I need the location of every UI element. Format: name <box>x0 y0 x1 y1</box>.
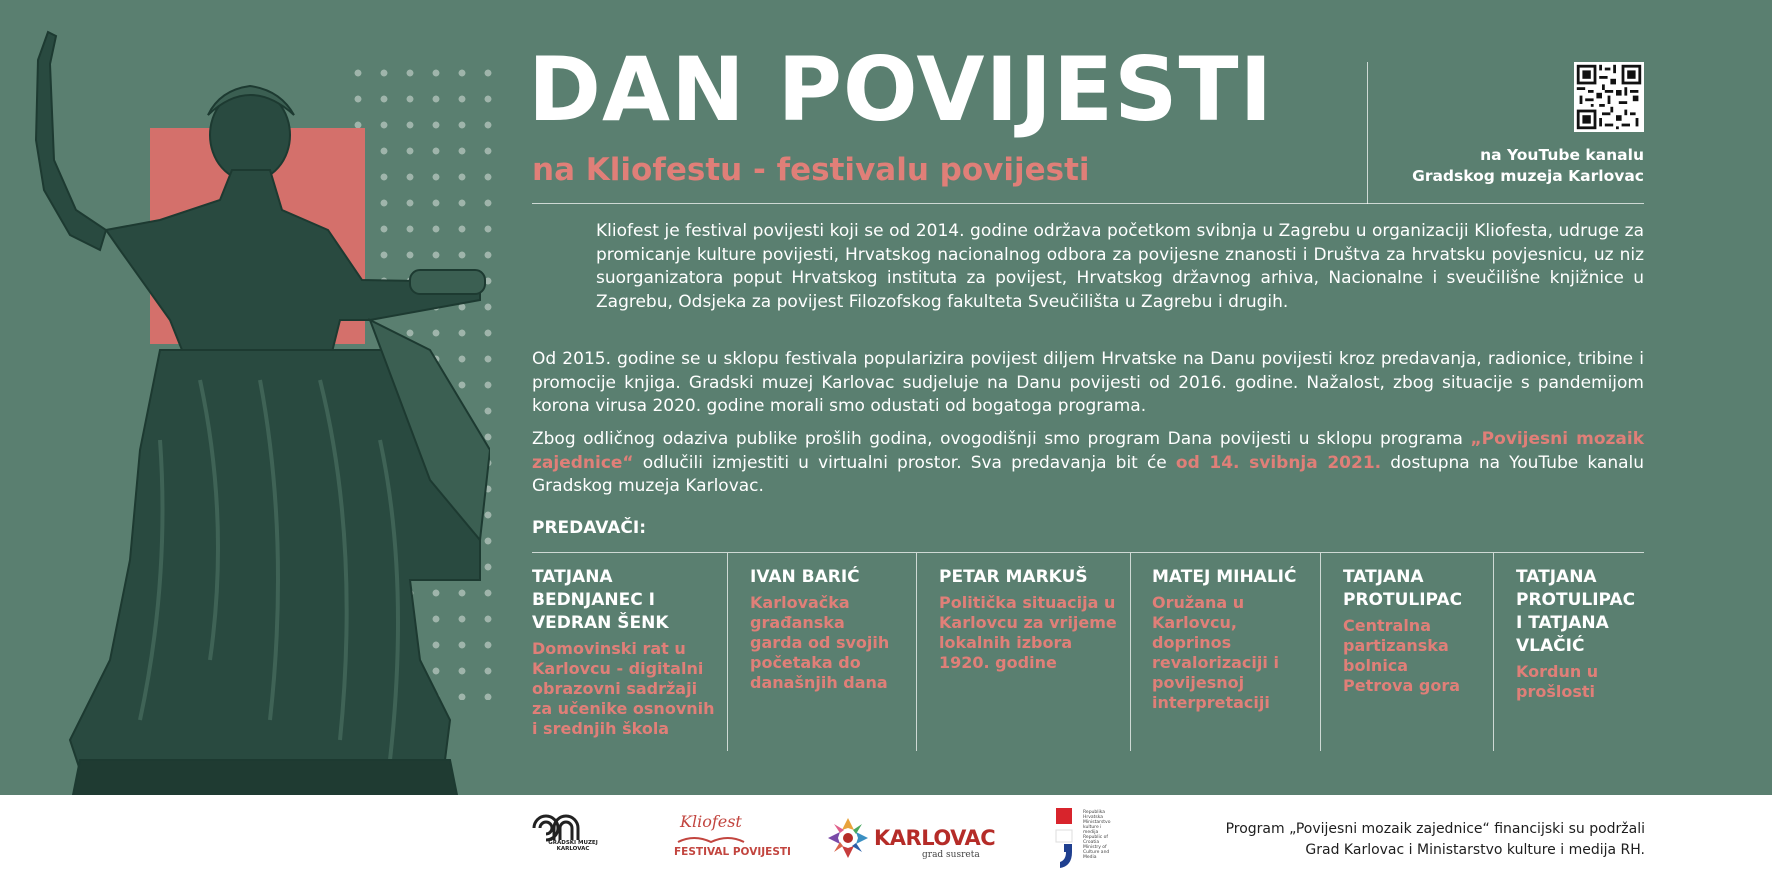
karlovac-logo-tagline: grad susreta <box>922 850 980 860</box>
program-name-highlight: „Povijesni mozaik zajednice“ <box>532 429 1644 473</box>
header-divider <box>532 203 1644 204</box>
youtube-line-2: Gradskog muzeja Karlovac <box>1412 167 1644 185</box>
speakers-heading: PREDAVAČI: <box>532 518 647 538</box>
page-title: DAN POVIJESTI <box>528 38 1274 141</box>
speaker-topic: Karlovačka građanska garda od svojih početaka do današnjih dana <box>750 593 890 692</box>
speaker-name: TATJANA PROTULIPAC I TATJANA VLAČIĆ <box>1516 567 1636 656</box>
speaker-name: MATEJ MIHALIĆ <box>1152 567 1297 587</box>
kliofest-logo-text: FESTIVAL POVIJESTI <box>674 846 791 858</box>
title-divider <box>1367 62 1368 204</box>
speaker-column <box>532 566 722 739</box>
intro-paragraph: Kliofest je festival povijesti koji se od 2014. godine održava početkom svibnja u Zagrebu u organizaciji Kliofesta, udruge za promicanje kulture povijesti, Hrvatskog nacionalnog odbora za povijesne znanosti i Društva za hrvatsku povjesnicu, uz niz suorganizatora poput Hrvatskog instituta za povijest, Hrvatskog državnog arhiva, Nacionalne i sveučilišne knjižnice u Zagrebu, Odsjeka za povijest Filozofskog fakulteta Sveučilišta u Zagrebu i drugih. <box>596 221 1644 312</box>
speaker-topic: Kordun u prošlosti <box>1516 662 1599 701</box>
museum-logo-text: GRADSKI MUZEJ KARLOVAC <box>548 840 598 852</box>
column-divider <box>1320 553 1321 751</box>
speaker-column <box>1152 566 1317 713</box>
program-paragraph <box>532 428 1644 499</box>
speaker-topic: Domovinski rat u Karlovcu - digitalni obrazovni sadržaji za učenike osnovnih i srednjih škola <box>532 639 715 738</box>
speaker-column <box>1516 566 1646 702</box>
program-text-b: odlučili izmjestiti u virtualni prostor. Sva predavanja bit će <box>642 452 1167 473</box>
youtube-channel-note <box>1412 145 1644 187</box>
kliofest-book-icon <box>676 832 746 844</box>
program-text-a: Zbog odličnog odaziva publike prošlih godina, ovogodišnji smo program Dana povijesti u sklopu programa <box>532 429 1463 449</box>
speaker-topic: Politička situacija u Karlovcu za vrijeme lokalnih izbora 1920. godine <box>939 593 1117 672</box>
funding-line-1: Program „Povijesni mozaik zajednice“ financijski su podržali <box>1225 821 1645 837</box>
funding-note <box>1226 819 1645 861</box>
speaker-topic: Oružana u Karlovcu, doprinos revalorizaciji i povijesnoj interpretaciji <box>1152 593 1279 712</box>
qr-code-icon[interactable] <box>1574 62 1644 132</box>
speaker-column <box>750 566 900 693</box>
statue-illustration <box>10 20 490 810</box>
column-divider <box>1130 553 1131 751</box>
speaker-column <box>1343 566 1483 696</box>
speaker-column <box>939 566 1124 673</box>
speaker-topic: Centralna partizanska bolnica Petrova gora <box>1343 616 1461 695</box>
youtube-line-1: na YouTube kanalu <box>1480 146 1644 164</box>
page-subtitle: na Kliofestu - festivalu povijesti <box>532 152 1090 188</box>
column-divider <box>916 553 917 751</box>
funding-line-2: Grad Karlovac i Ministarstvo kulture i medija RH. <box>1305 842 1645 858</box>
speaker-name: PETAR MARKUŠ <box>939 567 1088 587</box>
speaker-name: TATJANA BEDNJANEC I VEDRAN ŠENK <box>532 567 669 633</box>
karlovac-logo-text: KARLOVAC <box>874 826 996 850</box>
program-text-c: dostupna na YouTube kanalu Gradskog muzeja Karlovac. <box>532 452 1645 496</box>
kliofest-logo-script: Kliofest <box>680 812 742 831</box>
column-divider <box>727 553 728 751</box>
speaker-name: IVAN BARIĆ <box>750 567 860 587</box>
date-highlight: od 14. svibnja 2021. <box>1175 452 1382 473</box>
karlovac-logo-icon <box>826 816 870 860</box>
ministry-logo-text: Republika Hrvatska Ministarstvo kulture i medija Republic of Croatia Ministry of Culture and Media <box>1083 810 1111 860</box>
speaker-name: TATJANA PROTULIPAC <box>1343 567 1463 610</box>
column-divider <box>1493 553 1494 751</box>
speakers-divider <box>532 552 1644 553</box>
ministry-logo-icon <box>1054 808 1078 870</box>
history-paragraph: Od 2015. godine se u sklopu festivala popularizira povijest diljem Hrvatske na Danu povijesti kroz predavanja, radionice, tribine i promocije knjiga. Gradski muzej Karlovac sudjeluje na Danu povijesti od 2016. godine. Nažalost, zbog situacije s pandemijom korona virusa 2020. godine morali smo odustati od bogatoga programa. <box>532 349 1644 416</box>
